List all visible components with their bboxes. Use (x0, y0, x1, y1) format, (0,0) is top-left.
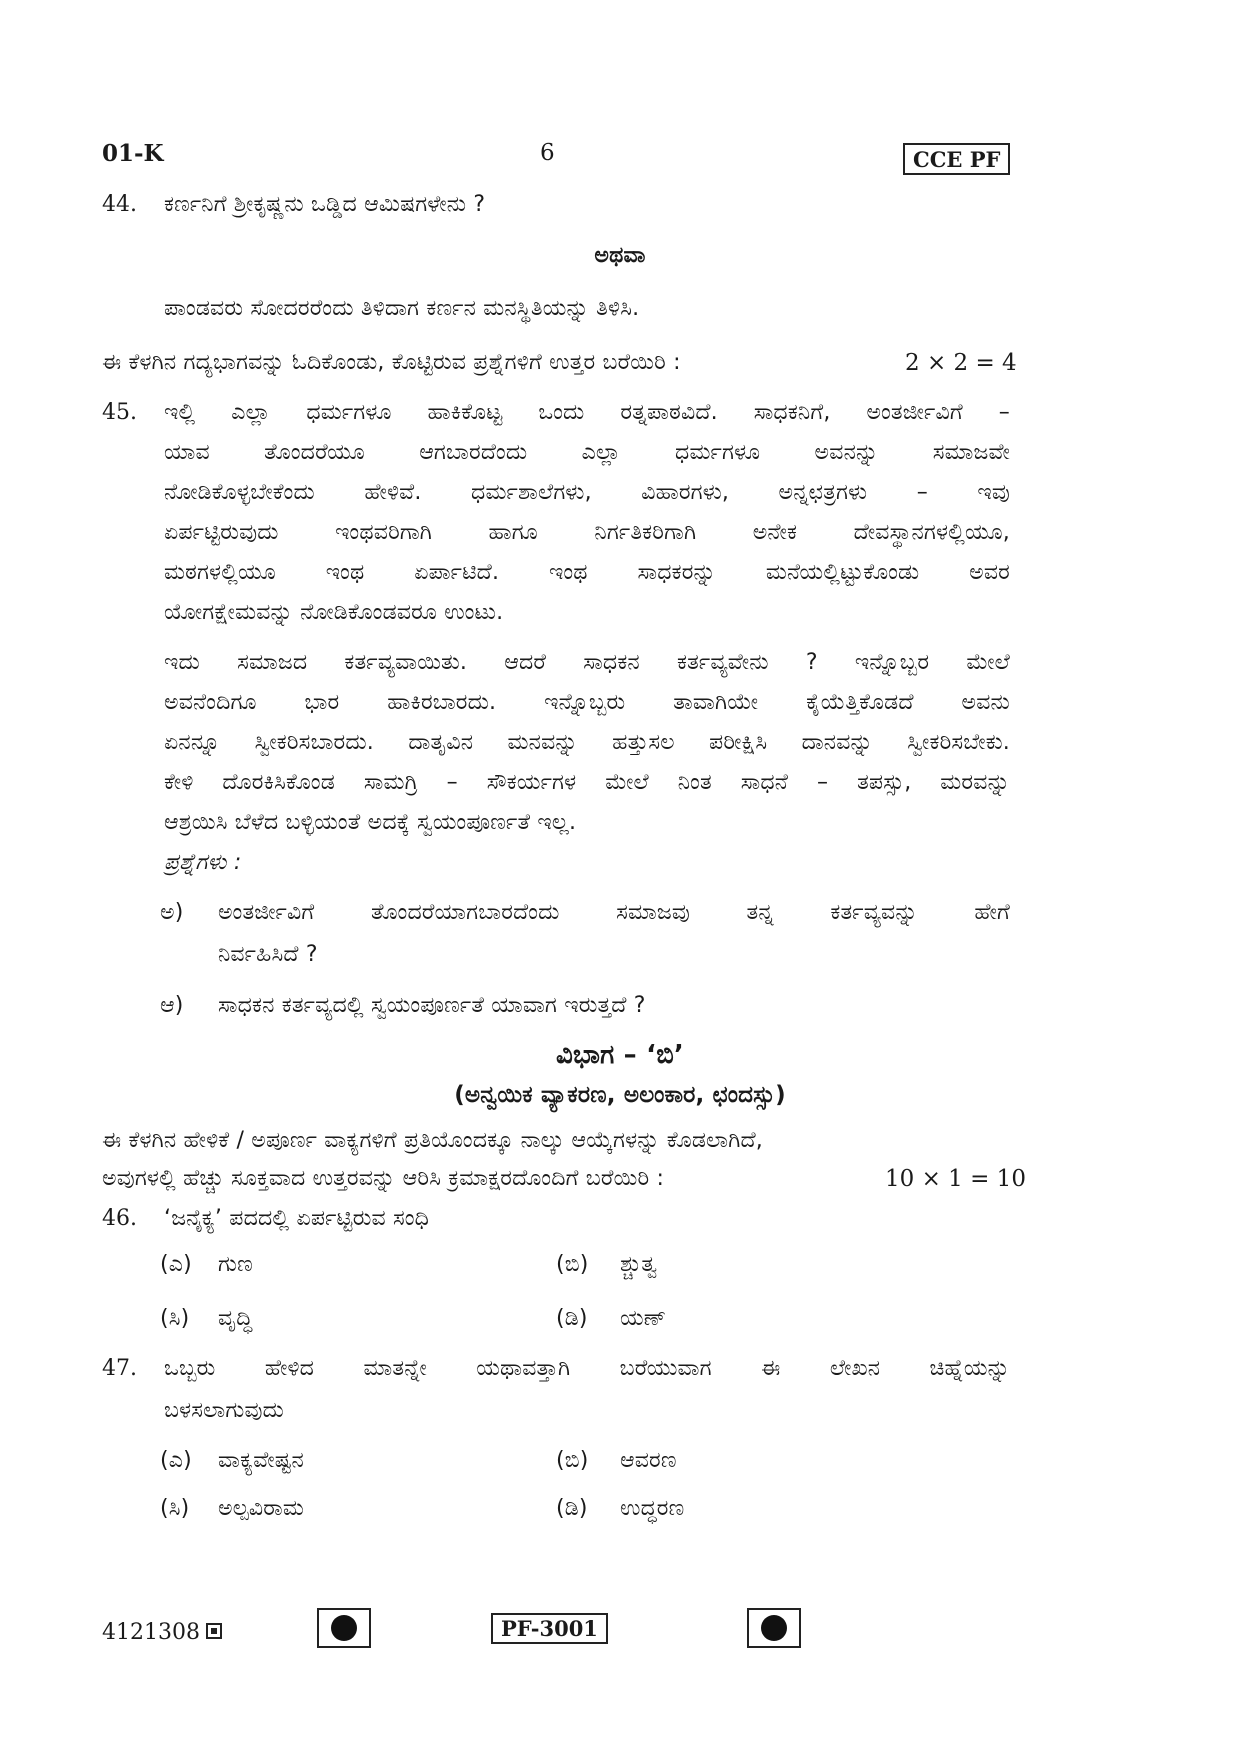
q45-para2-line: ಏನನ್ನೂ ಸ್ವೀಕರಿಸಬಾರದು. ದಾತೃವಿನ ಮನವನ್ನು ಹತ್ತುಸಲ ಪರೀಕ್ಷಿಸಿ ದಾನವನ್ನು ಸ್ವೀಕರಿಸಬೇಕು. (164, 730, 1010, 755)
q45-sub-a-line2: ನಿರ್ವಹಿಸಿದೆ ? (218, 942, 318, 967)
q45-para1-line: ಯೋಗಕ್ಷೇಮವನ್ನು ನೋಡಿಕೊಂಡವರೂ ಉಂಟು. (164, 600, 504, 625)
footer-code-text: 4121308 (102, 1620, 200, 1645)
q46-option-text: ವೃದ್ಧಿ (218, 1306, 253, 1331)
q46-option-label: (ಬಿ) (556, 1252, 589, 1277)
q47-option-label: (ಎ) (160, 1448, 192, 1473)
q44-text: ಕರ್ಣನಿಗೆ ಶ್ರೀಕೃಷ್ಣನು ಒಡ್ಡಿದ ಆಮಿಷಗಳೇನು ? (164, 192, 486, 217)
section-b-marks: 10 × 1 = 10 (885, 1166, 1026, 1192)
q47-number: 47. (102, 1356, 137, 1381)
passage-instruction: ಈ ಕೆಳಗಿನ ಗದ್ಯಭಾಗವನ್ನು ಓದಿಕೊಂಡು, ಕೊಟ್ಟಿರುವ ಪ್ರಶ್ನೆಗಳಿಗೆ ಉತ್ತರ ಬರೆಯಿರಿ : (102, 350, 681, 375)
q46-option-label: (ಸಿ) (160, 1306, 190, 1331)
q47-line2: ಬಳಸಲಾಗುವುದು (164, 1398, 284, 1423)
q45-para1-line: ಯಾವ ತೊಂದರೆಯೂ ಆಗಬಾರದೆಂದು ಎಲ್ಲಾ ಧರ್ಮಗಳೂ ಅವನನ್ನು ಸಮಾಜವೇ (164, 440, 1010, 465)
q45-sub-b-label: ಆ) (160, 993, 184, 1018)
cce-pf-badge: CCE PF (903, 143, 1010, 175)
q47-option-label: (ಡಿ) (556, 1496, 588, 1521)
q45-para1-line: ನೋಡಿಕೊಳ್ಳಬೇಕೆಂದು ಹೇಳಿವೆ. ಧರ್ಮಶಾಲೆಗಳು, ವಿಹಾರಗಳು, ಅನ್ನಛತ್ರಗಳು – ಇವು (164, 480, 1010, 505)
q45-sub-a-line1: ಅಂತರ್ಜೀವಿಗೆ ತೊಂದರೆಯಾಗಬಾರದೆಂದು ಸಮಾಜವು ತನ್ನ ಕರ್ತವ್ಯವನ್ನು ಹೇಗೆ (218, 900, 1010, 925)
q46-option-label: (ಎ) (160, 1252, 192, 1277)
footer-center-badge: PF-3001 (491, 1613, 608, 1644)
q45-questions-label: ಪ್ರಶ್ನೆಗಳು : (164, 850, 242, 875)
q45-para1-line: ಇಲ್ಲಿ ಎಲ್ಲಾ ಧರ್ಮಗಳೂ ಹಾಕಿಕೊಟ್ಟ ಒಂದು ರತ್ನಪಾಠವಿದೆ. ಸಾಧಕನಿಗೆ, ಅಂತರ್ಜೀವಿಗೆ – (164, 400, 1010, 425)
q44-alt-text: ಪಾಂಡವರು ಸೋದರರೆಂದು ತಿಳಿದಾಗ ಕರ್ಣನ ಮನಸ್ಥಿತಿಯನ್ನು ತಿಳಿಸಿ. (164, 296, 640, 321)
page-number: 6 (540, 140, 555, 166)
registration-mark-icon (317, 1608, 371, 1648)
q47-option-text: ಅಲ್ಪವಿರಾಮ (218, 1496, 304, 1521)
footer-code (102, 1620, 222, 1645)
q45-para2-line: ಇದು ಸಮಾಜದ ಕರ್ತವ್ಯವಾಯಿತು. ಆದರೆ ಸಾಧಕನ ಕರ್ತವ್ಯವೇನು ? ಇನ್ನೊಬ್ಬರ ಮೇಲೆ (164, 650, 1010, 675)
q47-option-text: ಆವರಣ (620, 1448, 677, 1473)
q45-sub-a-label: ಅ) (160, 900, 184, 925)
q45-para2-line: ಅವನೆಂದಿಗೂ ಭಾರ ಹಾಕಿರಬಾರದು. ಇನ್ನೊಬ್ಬರು ತಾವಾಗಿಯೇ ಕೈಯೆತ್ತಿಕೊಡದೆ ಅವನು (164, 690, 1010, 715)
q45-para1-line: ಏರ್ಪಟ್ಟಿರುವುದು ಇಂಥವರಿಗಾಗಿ ಹಾಗೂ ನಿರ್ಗತಿಕರಿಗಾಗಿ ಅನೇಕ ದೇವಸ್ಥಾನಗಳಲ್ಲಿಯೂ, (164, 520, 1010, 545)
q47-option-text: ಉದ್ಧರಣ (620, 1496, 685, 1521)
q46-option-text: ಗುಣ (218, 1252, 253, 1277)
q47-line1: ಒಬ್ಬರು ಹೇಳಿದ ಮಾತನ್ನೇ ಯಥಾವತ್ತಾಗಿ ಬರೆಯುವಾಗ ಈ ಲೇಖನ ಚಿಹ್ನೆಯನ್ನು (164, 1356, 1010, 1381)
q46-option-text: ಶ್ಚುತ್ವ (620, 1252, 658, 1277)
section-b-instruction-line1: ಈ ಕೆಳಗಿನ ಹೇಳಿಕೆ / ಅಪೂರ್ಣ ವಾಕ್ಯಗಳಿಗೆ ಪ್ರತಿಯೊಂದಕ್ಕೂ ನಾಲ್ಕು ಆಯ್ಕೆಗಳನ್ನು ಕೊಡಲಾಗಿದೆ, (102, 1128, 763, 1153)
paper-code: 01-K (102, 140, 164, 167)
registration-mark-icon (747, 1608, 801, 1648)
section-b-subtitle: (ಅನ್ವಯಿಕ ವ್ಯಾಕರಣ, ಅಲಂಕಾರ, ಛಂದಸ್ಸು) (454, 1082, 786, 1108)
q47-option-text: ವಾಕ್ಯವೇಷ್ಟನ (218, 1448, 304, 1473)
q44-number: 44. (102, 192, 137, 217)
q46-option-label: (ಡಿ) (556, 1306, 588, 1331)
passage-marks: 2 × 2 = 4 (905, 350, 1017, 376)
q46-number: 46. (102, 1206, 137, 1231)
q45-number: 45. (102, 400, 137, 425)
q45-para2-line: ಕೇಳಿ ದೊರಕಿಸಿಕೊಂಡ ಸಾಮಗ್ರಿ – ಸೌಕರ್ಯಗಳ ಮೇಲೆ ನಿಂತ ಸಾಧನೆ – ತಪಸ್ಸು, ಮರವನ್ನು (164, 770, 1010, 795)
q45-para2-line: ಆಶ್ರಯಿಸಿ ಬೆಳೆದ ಬಳ್ಳಿಯಂತೆ ಅದಕ್ಕೆ ಸ್ವಯಂಪೂರ್ಣತೆ ಇಲ್ಲ. (164, 810, 577, 835)
q47-option-label: (ಸಿ) (160, 1496, 190, 1521)
q47-option-label: (ಬಿ) (556, 1448, 589, 1473)
q44-or-label: ಅಥವಾ (594, 243, 646, 268)
q45-sub-b-text: ಸಾಧಕನ ಕರ್ತವ್ಯದಲ್ಲಿ ಸ್ವಯಂಪೂರ್ಣತೆ ಯಾವಾಗ ಇರುತ್ತದೆ ? (218, 993, 646, 1018)
q46-option-text: ಯಣ್ (620, 1306, 667, 1331)
section-b-title: ವಿಭಾಗ – ‘ಬಿ’ (556, 1040, 684, 1070)
q45-para1-line: ಮಠಗಳಲ್ಲಿಯೂ ಇಂಥ ಏರ್ಪಾಟಿದೆ. ಇಂಥ ಸಾಧಕರನ್ನು ಮನೆಯಲ್ಲಿಟ್ಟುಕೊಂಡು ಅವರ (164, 560, 1010, 585)
boxed-square-icon (206, 1623, 222, 1639)
section-b-instruction-line2: ಅವುಗಳಲ್ಲಿ ಹೆಚ್ಚು ಸೂಕ್ತವಾದ ಉತ್ತರವನ್ನು ಆರಿಸಿ ಕ್ರಮಾಕ್ಷರದೊಂದಿಗೆ ಬರೆಯಿರಿ : (102, 1166, 665, 1191)
q46-text: ‘ಜನೈಕ್ಯ’ ಪದದಲ್ಲಿ ಏರ್ಪಟ್ಟಿರುವ ಸಂಧಿ (164, 1206, 430, 1231)
